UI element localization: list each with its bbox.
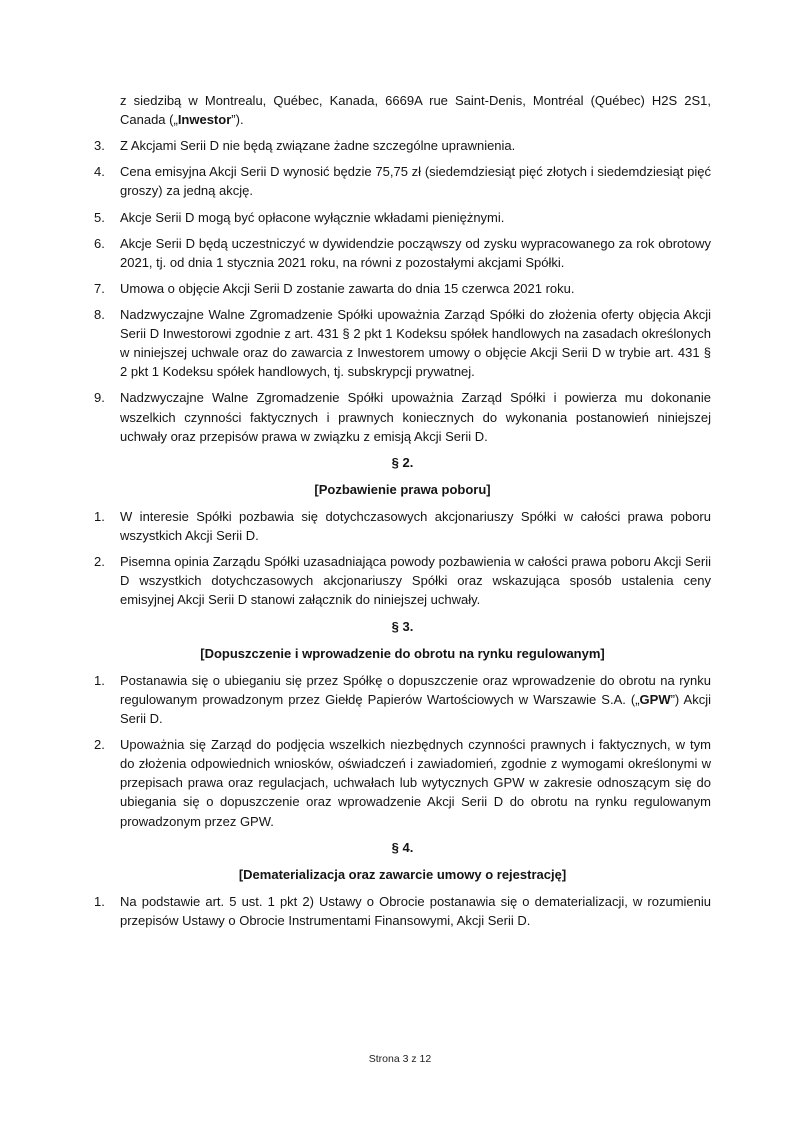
list-item-number: 7.	[94, 280, 105, 296]
list-item	[94, 671, 711, 728]
footer-page-number: 3	[402, 1053, 409, 1065]
list-item-text: Akcje Serii D mogą być opłacone wyłącznie wkładami pieniężnymi.	[120, 209, 505, 225]
footer-separator: z	[408, 1053, 420, 1065]
bold-term-gpw: GPW	[639, 691, 671, 707]
list-item-text	[120, 673, 711, 726]
list-item	[94, 208, 711, 227]
footer-label: Strona	[368, 1053, 403, 1065]
list-item-text: Pisemna opinia Zarządu Spółki uzasadniająca powody pozbawienia w całości prawa poboru Akcji Serii D wszystkich dotychczasowych akcjonariuszy Spółki oraz wskazująca sposób ustalenia ceny emisyjnej Akcji Serii D stanowi załącznik do niniejszej uchwały.	[120, 554, 711, 608]
list-item	[94, 892, 711, 930]
list-item-text: W interesie Spółki pozbawia się dotychczasowych akcjonariuszy Spółki w całości prawa poboru wszystkich Akcji Serii D.	[120, 508, 711, 544]
paragraph-text: Postanawia się o ubieganiu się przez Spółkę o dopuszczenie oraz wprowadzenie do obrotu na rynku regulowanym prowadzonym przez Giełdę Papierów Wartościowych w Warszawie S.A. („	[120, 672, 711, 707]
list-item-text: Akcje Serii D będą uczestniczyć w dywidendzie począwszy od zysku wypracowanego za rok obrotowy 2021, tj. od dnia 1 stycznia 2021 roku, na równi z pozostałymi akcjami Spółki.	[120, 235, 711, 270]
section-title-heading: [Dopuszczenie i wprowadzenie do obrotu na rynku regulowanym]	[200, 645, 605, 661]
list-item	[94, 162, 711, 200]
list-item-number: 1.	[94, 672, 105, 688]
paragraph-text: z siedzibą w Montrealu, Québec, Kanada, 6669A rue Saint-Denis, Montréal (Québec) H2S 2S1, Canada („	[120, 93, 711, 128]
page-footer	[0, 1053, 800, 1065]
list-item-number: 5.	[94, 209, 105, 225]
paragraph-text: ”) Akcji Serii D.	[120, 691, 711, 726]
list-item	[94, 552, 711, 609]
list-item-number: 2.	[94, 737, 105, 753]
list-item-number: 1.	[94, 893, 105, 909]
document-content	[94, 91, 711, 937]
list-item-text: Cena emisyjna Akcji Serii D wynosić będzie 75,75 zł (siedemdziesiąt pięć złotych i siedemdziesiąt pięć groszy) za jedną akcję.	[120, 164, 711, 199]
section-title-heading: [Dematerializacja oraz zawarcie umowy o rejestrację]	[238, 866, 567, 882]
list-item-number: 9.	[94, 390, 105, 406]
list-item-text: Nadzwyczajne Walne Zgromadzenie Spółki upoważnia Zarząd Spółki do złożenia oferty objęcia Akcji Serii D Inwestorowi zgodnie z art. 431 § 2 pkt 1 Kodeksu spółek handlowych na zasadach określonych w niniejszej uchwale oraz do zawarcia z Inwestorem umowy o objęcie Akcji Serii D w trybie art. 431 § 2 pkt 1 Kodeksu spółek handlowych, tj. subskrypcji prywatnej.	[120, 306, 711, 380]
list-item-text: Umowa o objęcie Akcji Serii D zostanie zawarta do dnia 15 czerwca 2021 roku.	[120, 280, 575, 296]
list-item	[94, 279, 711, 298]
list-item-number: 3.	[94, 138, 105, 154]
paragraph-text: ”).	[231, 112, 244, 128]
section-number-heading: § 3.	[391, 618, 414, 634]
list-item-number: 6.	[94, 235, 105, 251]
list-item-text: Upoważnia się Zarząd do podjęcia wszelkich niezbędnych czynności prawnych i faktycznych, w tym do złożenia odpowiednich wniosków, oświadczeń i zawiadomień, zgodnie z wymogami określonymi w przepisach prawa oraz regulacjach, uchwałach lub wytycznych GPW w zakresie odnoszącym się do ubiegania się o dopuszczenie oraz wprowadzenie Akcji Serii D do obrotu na rynku regulowanym prowadzonym przez GPW.	[120, 737, 711, 829]
footer-total-pages: 12	[419, 1053, 432, 1065]
list-item	[94, 136, 711, 155]
list-item	[94, 388, 711, 445]
paragraph-continuation	[94, 91, 711, 129]
section-number-heading: § 4.	[391, 839, 414, 855]
list-item-number: 2.	[94, 554, 105, 570]
section-title-heading: [Pozbawienie prawa poboru]	[314, 481, 491, 497]
bold-term-inwestor: Inwestor	[177, 112, 232, 128]
list-item-number: 4.	[94, 164, 105, 180]
list-item	[94, 305, 711, 381]
section-number-heading: § 2.	[391, 454, 414, 470]
list-item-text: Na podstawie art. 5 ust. 1 pkt 2) Ustawy o Obrocie postanawia się o dematerializacji, w rozumieniu przepisów Ustawy o Obrocie Instrumentami Finansowymi, Akcji Serii D.	[120, 893, 711, 928]
list-item-number: 8.	[94, 306, 105, 322]
list-item	[94, 234, 711, 272]
list-item-text: Z Akcjami Serii D nie będą związane żadne szczególne uprawnienia.	[120, 138, 516, 154]
list-item	[94, 507, 711, 545]
list-item-number: 1.	[94, 508, 105, 524]
list-item	[94, 735, 711, 831]
list-item-text: Nadzwyczajne Walne Zgromadzenie Spółki upoważnia Zarząd Spółki i powierza mu dokonanie wszelkich czynności faktycznych i prawnych koniecznych do wykonania postanowień niniejszej uchwały oraz przepisów prawa w związku z emisją Akcji Serii D.	[120, 390, 711, 444]
